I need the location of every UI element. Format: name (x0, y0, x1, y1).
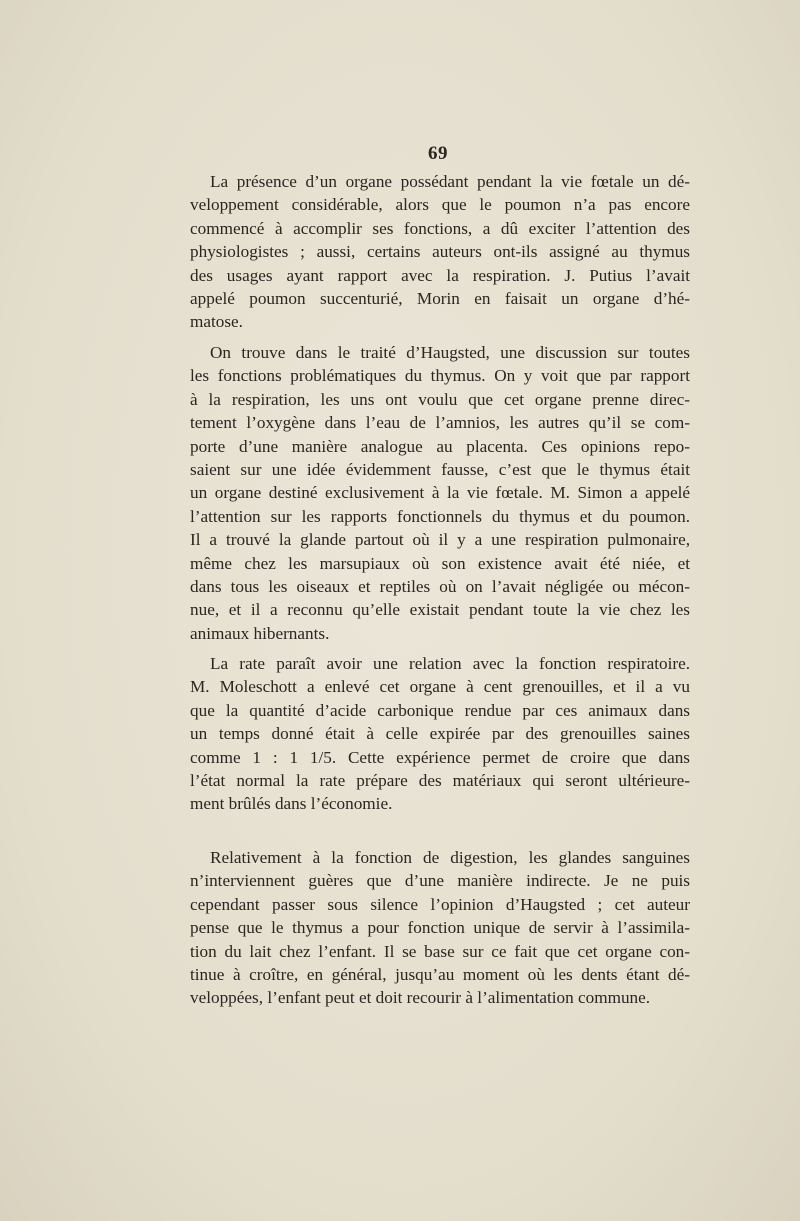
text-line: tion du lait chez l’enfant. Il se base sur ce fait que cet organe con- (190, 941, 690, 961)
text-line: les fonctions problématiques du thymus. On y voit que par rapport (190, 366, 690, 386)
text-line: tement l’oxygène dans l’eau de l’amnios, les autres qu’il se com- (190, 413, 690, 433)
text-line: veloppées, l’enfant peut et doit recourir à l’alimentation commune. (190, 988, 651, 1008)
text-line: l’état normal la rate prépare des matériaux qui seront ultérieure- (190, 770, 690, 790)
text-line: comme 1 : 1 1/5. Cette expérience permet de croire que dans (190, 747, 690, 767)
text-line: même chez les marsupiaux où son existence avait été niée, et (190, 553, 690, 573)
text-line: animaux hibernants. (190, 623, 330, 643)
paragraph-thymus-respiration (190, 170, 690, 334)
text-line: un temps donné était à celle expirée par des grenouilles saines (190, 724, 690, 744)
paragraph-digestion (190, 846, 690, 1010)
paragraph-spleen-respiration (190, 652, 690, 816)
text-line: un organe destiné exclusivement à la vie fœtale. M. Simon a appelé (190, 483, 690, 503)
text-line: Relativement à la fonction de digestion, les glandes sanguines (210, 848, 690, 867)
text-line: saient sur une idée évidemment fausse, c’est que le thymus était (190, 459, 690, 479)
text-line: dans tous les oiseaux et reptiles où on l’avait négligée ou mécon- (190, 576, 690, 596)
text-line: commencé à accomplir ses fonctions, a dû exciter l’attention des (190, 218, 690, 238)
text-line: matose. (190, 312, 243, 332)
text-line: porte d’une manière analogue au placenta. Ces opinions repo- (190, 436, 690, 456)
text-line: cependant passer sous silence l’opinion d’Haugsted ; cet auteur (190, 894, 690, 914)
text-line: à la respiration, les uns ont voulu que cet organe prenne direc- (190, 389, 690, 409)
text-line: l’attention sur les rapports fonctionnels du thymus et du poumon. (190, 506, 690, 526)
text-line: appelé poumon succenturié, Morin en faisait un organe d’hé- (190, 288, 690, 308)
text-line: Il a trouvé la glande partout où il y a une respiration pulmonaire, (190, 530, 690, 550)
text-line: ment brûlés dans l’économie. (190, 794, 393, 814)
text-line: M. Moleschott a enlevé cet organe à cent grenouilles, et il a vu (190, 677, 690, 697)
text-line: n’interviennent guères que d’une manière indirecte. Je ne puis (190, 871, 690, 891)
paragraph-haugsted-treatise (190, 341, 690, 645)
page-number: 69 (428, 143, 448, 164)
text-line: pense que le thymus a pour fonction unique de servir à l’assimila- (190, 918, 690, 938)
text-line: des usages ayant rapport avec la respiration. J. Putius l’avait (190, 265, 690, 285)
text-line: que la quantité d’acide carbonique rendue par ces animaux dans (190, 700, 690, 720)
text-line: tinue à croître, en général, jusqu’au moment où les dents étant dé- (190, 964, 690, 984)
text-line: physiologistes ; aussi, certains auteurs ont-ils assigné au thymus (190, 242, 690, 262)
text-line: La présence d’un organe possédant pendant la vie fœtale un dé- (210, 172, 690, 191)
text-line: On trouve dans le traité d’Haugsted, une discussion sur toutes (210, 343, 690, 362)
text-line: La rate paraît avoir une relation avec la fonction respiratoire. (210, 654, 690, 673)
text-line: veloppement considérable, alors que le poumon n’a pas encore (190, 195, 690, 215)
text-line: nue, et il a reconnu qu’elle existait pendant toute la vie chez les (190, 600, 690, 620)
